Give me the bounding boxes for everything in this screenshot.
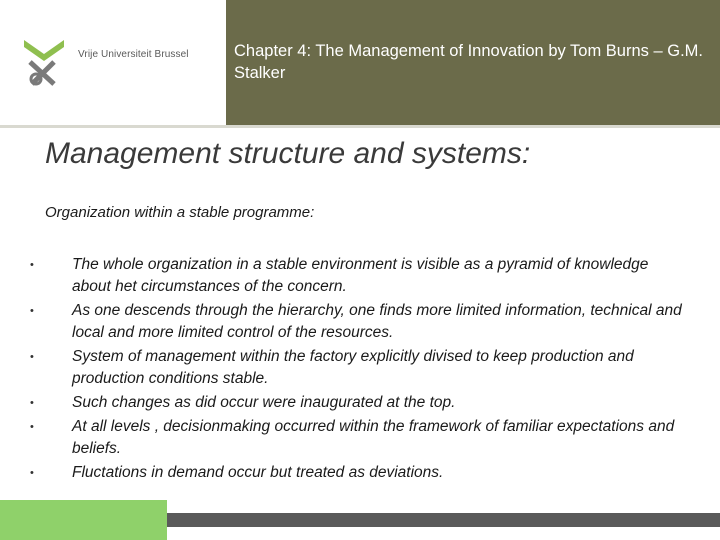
bullet-dot-icon: • xyxy=(30,259,34,271)
bullet-text: At all levels , decisionmaking occurred within the framework of familiar expectations and beliefs. xyxy=(72,418,675,457)
bullet-text: As one descends through the hierarchy, one finds more limited information, technical and local and more limited control of the resources. xyxy=(72,302,682,341)
bullet-text: Such changes as did occur were inaugurated at the top. xyxy=(72,394,456,411)
bullet-dot-icon: • xyxy=(30,351,34,363)
bullet-text: System of management within the factory explicitly divised to keep production and production conditions stable. xyxy=(72,348,634,387)
slide-heading: Management structure and systems: xyxy=(45,137,531,170)
bullet-text: Fluctations in demand occur but treated as deviations. xyxy=(72,464,444,481)
bullet-dot-icon: • xyxy=(30,305,34,317)
slide-subheading: Organization within a stable programme: xyxy=(45,204,315,221)
bullet-item xyxy=(27,416,687,460)
bullet-text: The whole organization in a stable environment is visible as a pyramid of knowledge about het circumstances of the concern. xyxy=(72,256,649,295)
bullet-dot-icon: • xyxy=(30,421,34,433)
footer-gray-bar xyxy=(167,513,720,527)
bullet-item xyxy=(27,254,687,298)
bullet-item xyxy=(27,300,687,344)
chapter-title: Chapter 4: The Management of Innovation by Tom Burns – G.M. Stalker xyxy=(234,42,703,82)
bullet-item xyxy=(27,462,687,484)
header-divider xyxy=(0,125,720,128)
bullet-list xyxy=(27,254,687,486)
vub-emblem-icon xyxy=(22,38,66,95)
bullet-dot-icon: • xyxy=(30,467,34,479)
logo-area xyxy=(0,0,226,125)
bullet-item xyxy=(27,392,687,414)
logo-text: Vrije Universiteit Brussel xyxy=(78,49,189,60)
bullet-dot-icon: • xyxy=(30,397,34,409)
bullet-item xyxy=(27,346,687,390)
footer-green-bar xyxy=(0,500,167,540)
